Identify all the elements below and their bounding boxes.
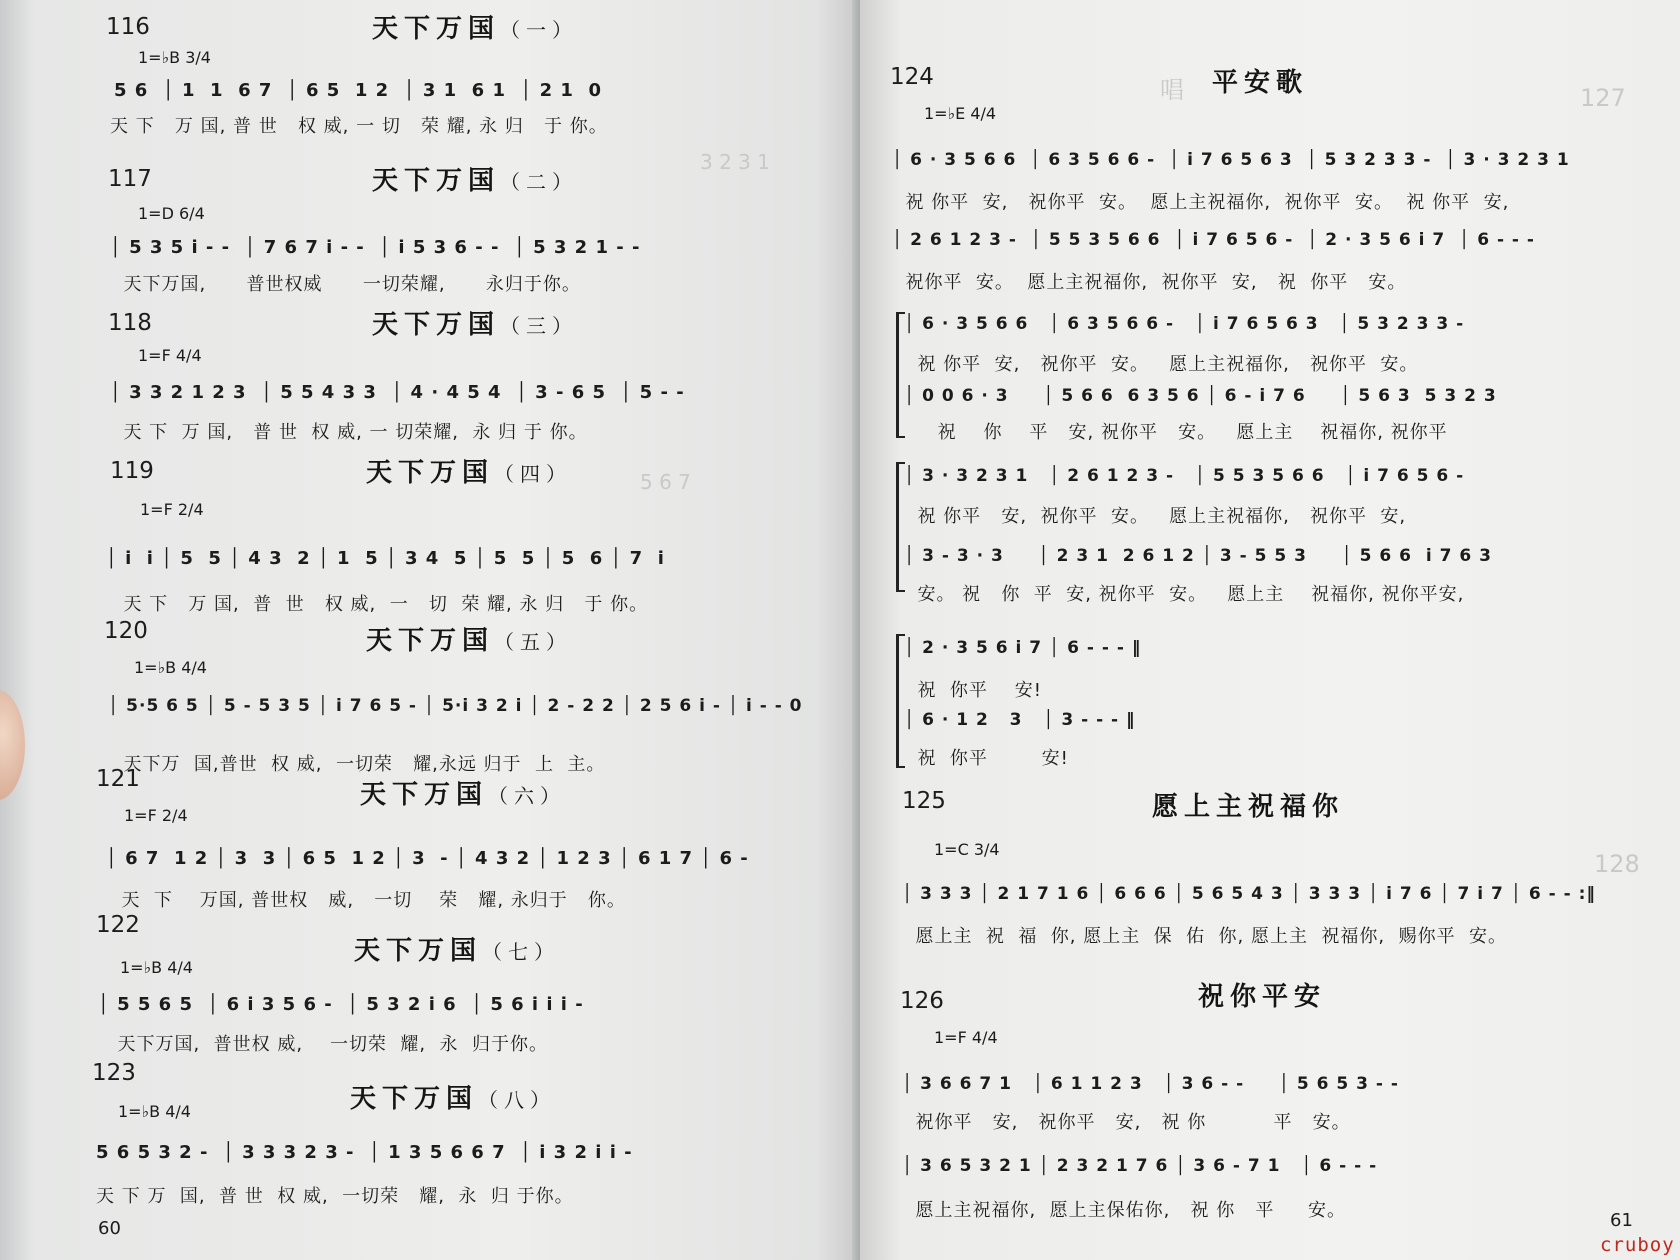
notation-line: │ 5·5 6 5 │ 5 - 5 3 5 │ i 7 6 5 - │ 5·i 3 2 i │ 2 - 2 2 │ 2 5 6 i - │ i - - 0 xyxy=(108,696,803,716)
lyrics-line: 祝你平 安。 愿上主祝福你, 祝你平 安, 祝 你平 安。 xyxy=(892,272,1407,293)
key-signature: 1=F 2/4 xyxy=(124,806,188,825)
song-number: 116 xyxy=(106,14,150,40)
notation-line: 5 6 │ 1 1 6 7 │ 6 5 1 2 │ 3 1 6 1 │ 2 1 0 xyxy=(114,80,602,101)
notation-line: │ 3 6 6 7 1 │ 6 1 1 2 3 │ 3 6 - - │ 5 6 5 3 - - xyxy=(902,1074,1399,1094)
song-title: 天下万国（五） xyxy=(366,626,573,656)
song-title: 天下万国（二） xyxy=(372,166,579,196)
song-number: 118 xyxy=(108,310,152,336)
bleed-through-text: 127 xyxy=(1580,84,1626,112)
lyrics-line: 天 下 万 国, 普 世 权 威, 一 切 荣 耀, 永 归 于 你。 xyxy=(110,116,608,137)
notation-line: │ 6 · 3 5 6 6 │ 6 3 5 6 6 - │ i 7 6 5 6 3 │ 5 3 2 3 3 - xyxy=(904,314,1465,334)
song-title: 祝你平安 xyxy=(1198,982,1327,1012)
notation-line: │ 2 6 1 2 3 - │ 5 5 3 5 6 6 │ i 7 6 5 6 - │ 2 · 3 5 6 i 7 │ 6 - - - xyxy=(892,230,1535,250)
lyrics-line: 愿上主 祝 福 你, 愿上主 保 佑 你, 愿上主 祝福你, 赐你平 安。 xyxy=(902,926,1508,947)
lyrics-line: 天下万 国,普世 权 威, 一切荣 耀,永远 归于 上 主。 xyxy=(110,754,606,775)
lyrics-line: 天 下 万 国, 普 世 权 威, 一 切荣耀, 永 归 于 你。 xyxy=(110,422,588,443)
notation-line: │ 3 3 2 1 2 3 │ 5 5 4 3 3 │ 4 · 4 5 4 │ 3 - 6 5 │ 5 - - xyxy=(110,382,685,403)
song-number: 126 xyxy=(900,988,944,1014)
bleed-through-text: 3 2 3 1 xyxy=(700,150,770,174)
key-signature: 1=F 2/4 xyxy=(140,500,204,519)
key-signature: 1=♭B 4/4 xyxy=(120,958,193,977)
notation-line: │ 2 · 3 5 6 i 7 │ 6 - - - ‖ xyxy=(904,638,1142,658)
key-signature: 1=F 4/4 xyxy=(934,1028,998,1047)
watermark: cruboy xyxy=(1600,1234,1675,1256)
song-title: 愿上主祝福你 xyxy=(1152,792,1345,822)
lyrics-line: 祝 你平 安! xyxy=(904,680,1042,701)
page-number: 61 xyxy=(1610,1210,1633,1231)
notation-line: │ 6 · 3 5 6 6 │ 6 3 5 6 6 - │ i 7 6 5 6 3 │ 5 3 2 3 3 - │ 3 · 3 2 3 1 xyxy=(892,150,1570,170)
notation-line: │ 3 6 5 3 2 1 │ 2 3 2 1 7 6 │ 3 6 - 7 1 │ 6 - - - xyxy=(902,1156,1378,1176)
lyrics-line: 天 下 万 国, 普 世 权 威, 一 切 荣 耀, 永 归 于 你。 xyxy=(110,594,649,615)
song-title: 平安歌 xyxy=(1212,68,1309,98)
song-number: 125 xyxy=(902,788,946,814)
song-number: 124 xyxy=(890,64,934,90)
notation-line: │ 5 3 5 i - - │ 7 6 7 i - - │ i 5 3 6 - - │ 5 3 2 1 - - xyxy=(110,237,641,258)
song-title: 天下万国（四） xyxy=(366,458,573,488)
bleed-through-text: 5 6 7 xyxy=(640,470,691,494)
notation-line: │ i i │ 5 5 │ 4 3 2 │ 1 5 │ 3 4 5 │ 5 5 │ 5 6 │ 7 i xyxy=(106,548,665,569)
notation-line: 5 6 5 3 2 - │ 3 3 3 2 3 - │ 1 3 5 6 6 7 │ i 3 2 i i - xyxy=(96,1142,633,1163)
song-title: 天下万国（八） xyxy=(350,1084,557,1114)
song-number: 122 xyxy=(96,912,140,938)
lyrics-line: 天下万国, 普世权 威, 一切荣 耀, 永 归于你。 xyxy=(104,1034,548,1055)
song-title: 天下万国（三） xyxy=(372,310,579,340)
notation-line: │ 3 3 3 │ 2 1 7 1 6 │ 6 6 6 │ 5 6 5 4 3 │ 3 3 3 │ i 7 6 │ 7 i 7 │ 6 - - :‖ xyxy=(902,884,1596,904)
song-title: 天下万国（六） xyxy=(360,780,567,810)
song-number: 121 xyxy=(96,766,140,792)
song-title: 天下万国（一） xyxy=(372,14,579,44)
lyrics-line: 天 下 万 国, 普 世 权 威, 一切荣 耀, 永 归 于你。 xyxy=(96,1186,574,1207)
lyrics-line: 祝 你平 安! xyxy=(904,748,1069,769)
key-signature: 1=♭B 4/4 xyxy=(118,1102,191,1121)
key-signature: 1=♭B 3/4 xyxy=(138,48,211,67)
key-signature: 1=♭E 4/4 xyxy=(924,104,997,123)
lyrics-line: 祝 你 平 安, 祝你平 安。 愿上主 祝福你, 祝你平 xyxy=(904,422,1448,443)
key-signature: 1=♭B 4/4 xyxy=(134,658,207,677)
lyrics-line: 祝 你平 安, 祝你平 安。 愿上主祝福你, 祝你平 安。 祝 你平 安, xyxy=(892,192,1510,213)
lyrics-line: 愿上主祝福你, 愿上主保佑你, 祝 你 平 安。 xyxy=(902,1200,1346,1221)
notation-line: │ 6 · 1 2 3 │ 3 - - - ‖ xyxy=(904,710,1136,730)
lyrics-line: 祝你平 安, 祝你平 安, 祝 你 平 安。 xyxy=(902,1112,1351,1133)
lyrics-line: 祝 你平 安, 祝你平 安。 愿上主祝福你, 祝你平 安。 xyxy=(904,354,1419,375)
song-number: 123 xyxy=(92,1060,136,1086)
song-number: 120 xyxy=(104,618,148,644)
lyrics-line: 天下万国, 普世权威 一切荣耀, 永归于你。 xyxy=(110,274,581,295)
right-page xyxy=(860,0,1680,1260)
key-signature: 1=C 3/4 xyxy=(934,840,1000,859)
bleed-through-text: 唱 xyxy=(1160,76,1184,104)
key-signature: 1=F 4/4 xyxy=(138,346,202,365)
song-title: 天下万国（七） xyxy=(354,936,561,966)
lyrics-line: 安。 祝 你 平 安, 祝你平 安。 愿上主 祝福你, 祝你平安, xyxy=(904,584,1465,605)
song-number: 117 xyxy=(108,166,152,192)
key-signature: 1=D 6/4 xyxy=(138,204,205,223)
bleed-through-text: 128 xyxy=(1594,850,1640,878)
lyrics-line: 天 下 万国, 普世权 威, 一切 荣 耀, 永归于 你。 xyxy=(108,890,626,911)
song-number: 119 xyxy=(110,458,154,484)
notation-line: │ 5 5 6 5 │ 6 i 3 5 6 - │ 5 3 2 i 6 │ 5 6 i i i - xyxy=(98,994,584,1015)
notation-line: │ 0 0 6 · 3 │ 5 6 6 6 3 5 6 │ 6 - i 7 6 │ 5 6 3 5 3 2 3 xyxy=(904,386,1497,406)
notation-line: │ 3 · 3 2 3 1 │ 2 6 1 2 3 - │ 5 5 3 5 6 6 │ i 7 6 5 6 - xyxy=(904,466,1465,486)
page-number: 60 xyxy=(98,1218,121,1239)
notation-line: │ 6 7 1 2 │ 3 3 │ 6 5 1 2 │ 3 - │ 4 3 2 │ 1 2 3 │ 6 1 7 │ 6 - xyxy=(106,848,749,869)
notation-line: │ 3 - 3 · 3 │ 2 3 1 2 6 1 2 │ 3 - 5 5 3 │ 5 6 6 i 7 6 3 xyxy=(904,546,1492,566)
lyrics-line: 祝 你平 安, 祝你平 安。 愿上主祝福你, 祝你平 安, xyxy=(904,506,1407,527)
